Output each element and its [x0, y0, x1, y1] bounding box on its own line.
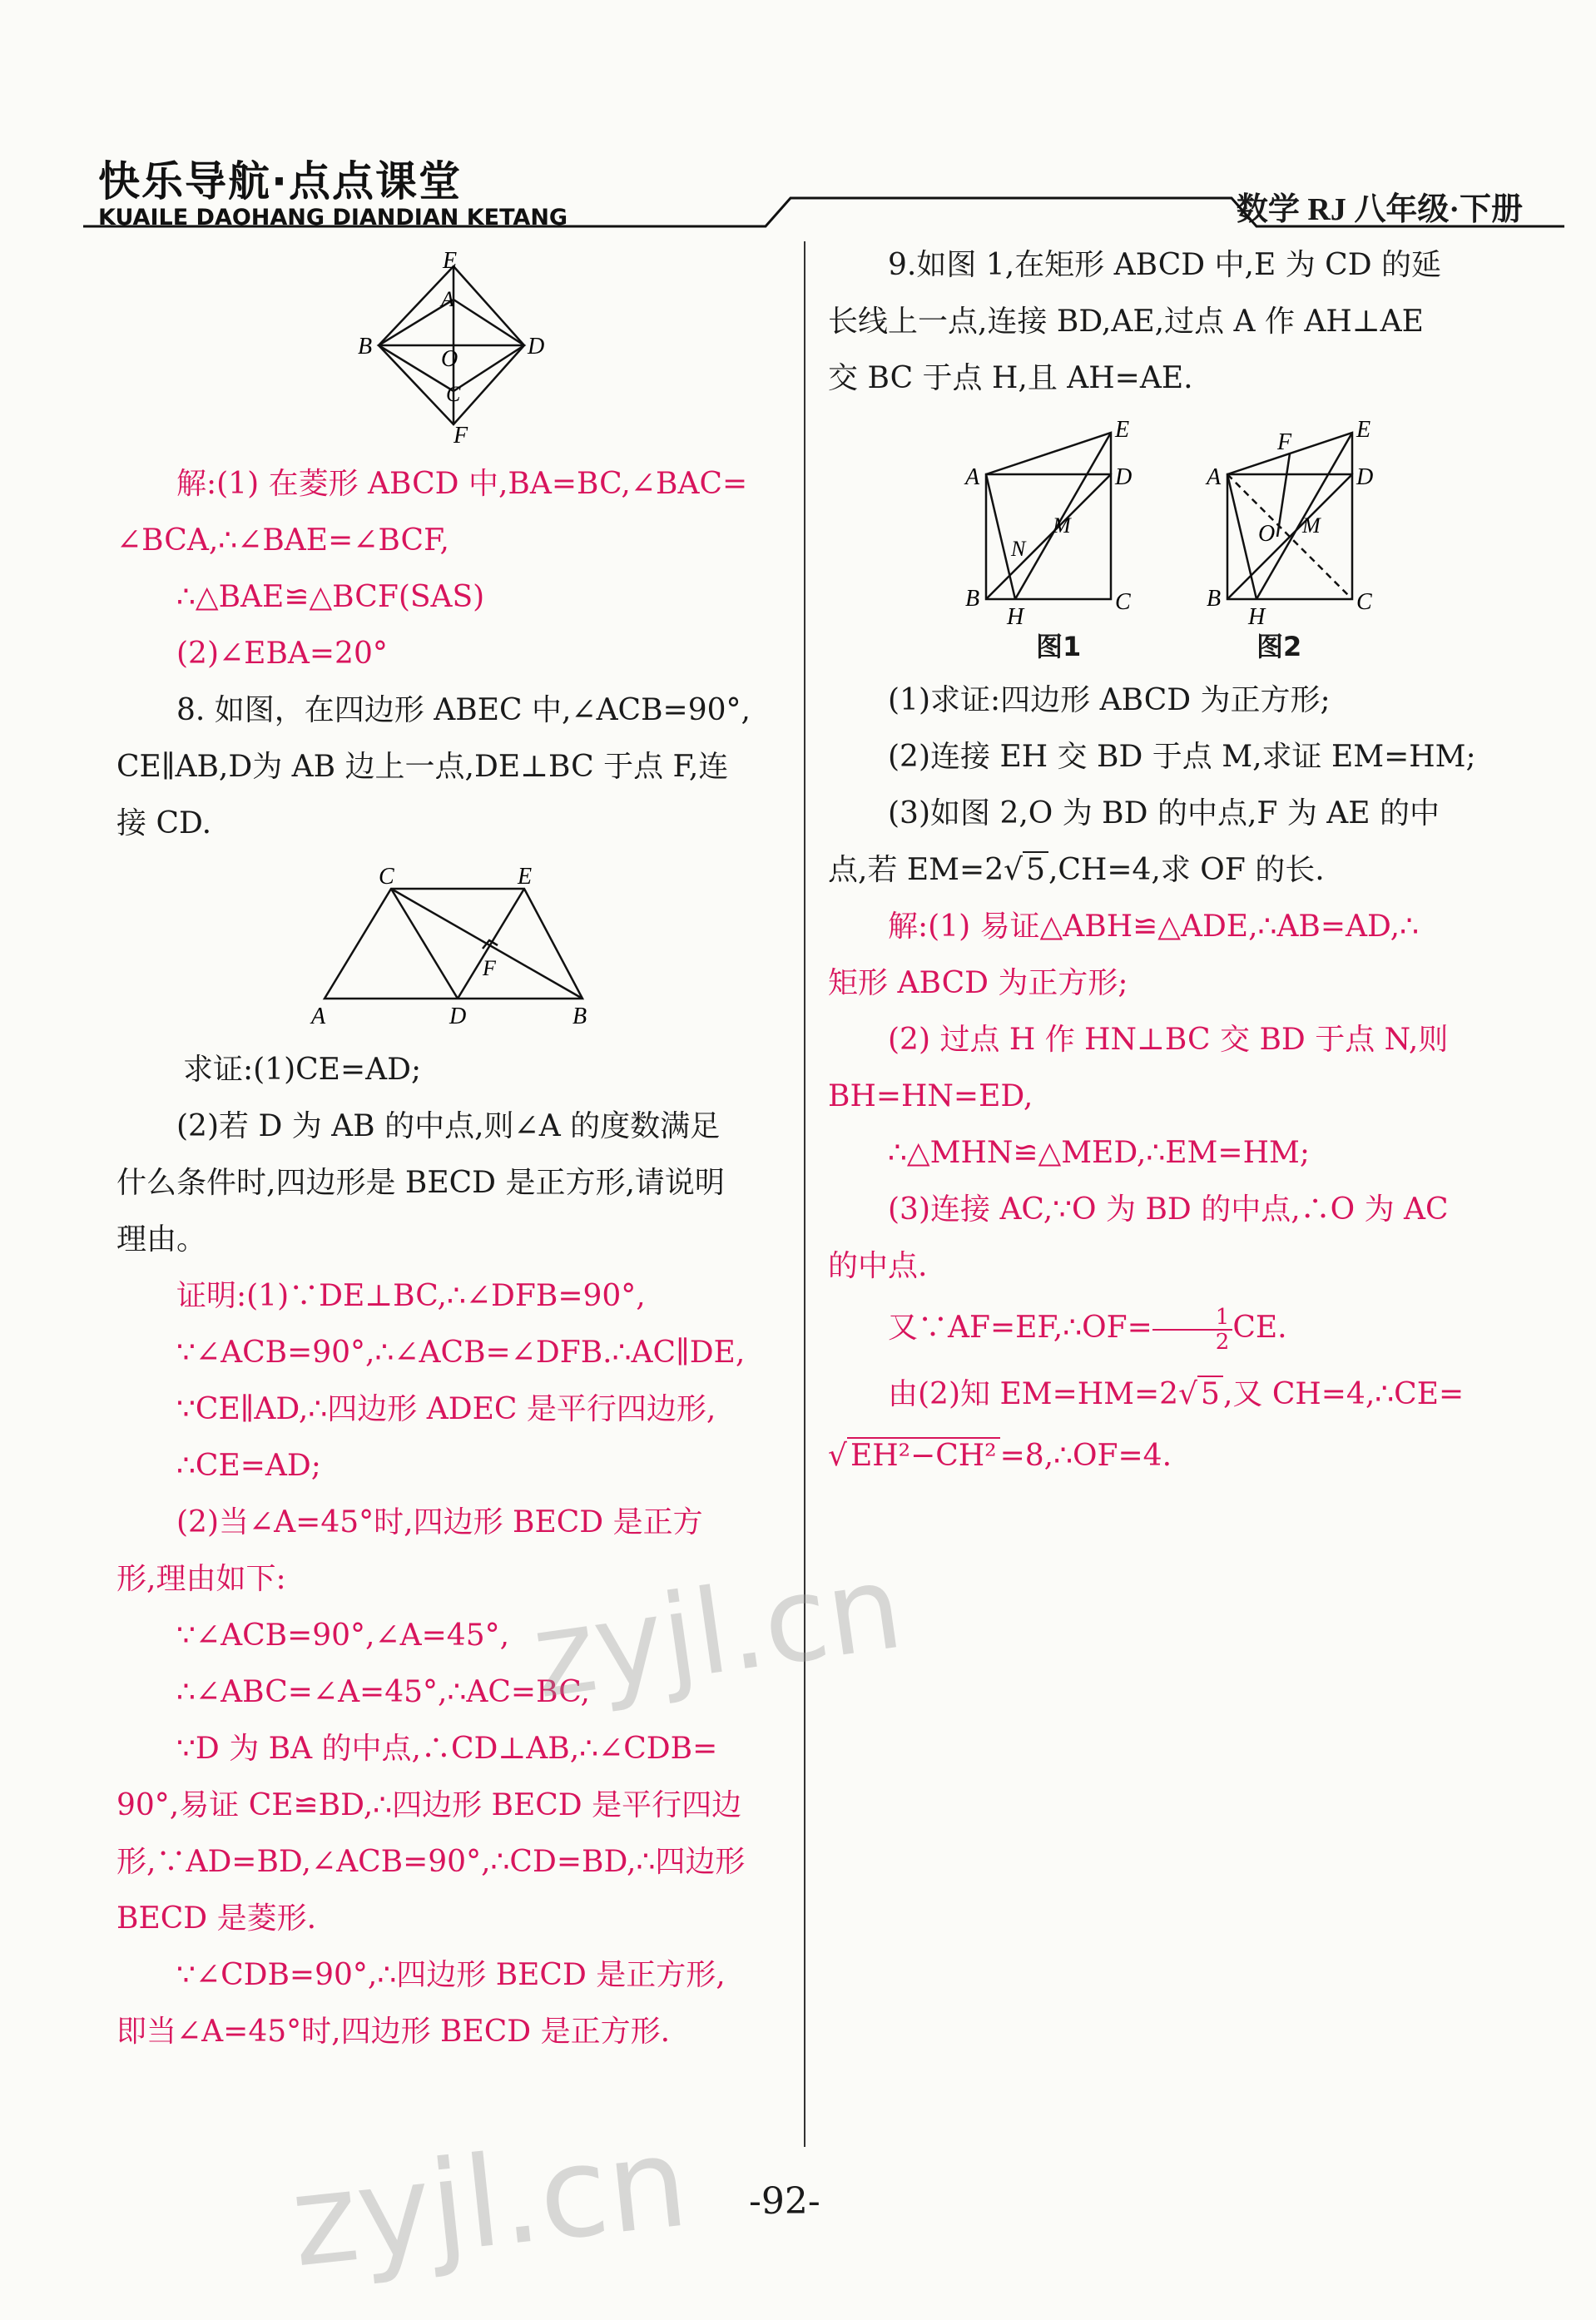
- q9-answer-line-3: (2) 过点 H 作 HN⊥BC 交 BD 于点 N,则: [888, 1023, 1449, 1057]
- q9-stem-line-2: 长线上一点,连接 BD,AE,过点 A 作 AH⊥AE: [828, 305, 1424, 339]
- q7-answer-line-1: 解:(1) 在菱形 ABCD 中,BA=BC,∠BAC=: [176, 467, 748, 501]
- svg-text:C: C: [1115, 589, 1131, 615]
- svg-text:N: N: [1011, 537, 1026, 561]
- svg-text:O: O: [1258, 521, 1276, 547]
- q9-answer-line-4: BH=HN=ED,: [828, 1079, 1033, 1113]
- q8-answer-line-13: ∵∠CDB=90°,∴四边形 BECD 是正方形,: [176, 1958, 726, 1992]
- q9-stem-line-3: 交 BC 于点 H,且 AH=AE.: [828, 361, 1193, 395]
- q8-answer-line-8: ∴∠ABC=∠A=45°,∴AC=BC,: [176, 1675, 590, 1709]
- q9-figure-2: [1198, 416, 1415, 630]
- page-number: -92-: [749, 2180, 820, 2223]
- svg-text:B: B: [1207, 586, 1222, 612]
- svg-text:F: F: [483, 956, 496, 980]
- brand-subtitle: KUAILE DAOHANG DIANDIAN KETANG: [98, 205, 568, 231]
- q8-answer-line-5: (2)当∠A=45°时,四边形 BECD 是正方: [176, 1505, 703, 1539]
- watermark-bottom: zyjl.cn: [285, 2109, 694, 2296]
- q8-answer-line-11: 形,∵AD=BD,∠ACB=90°,∴CD=BD,∴四边形: [116, 1845, 746, 1879]
- q7-answer-line-2: ∠BCA,∴∠BAE=∠BCF,: [116, 523, 449, 558]
- q9-answer-line-6: (3)连接 AC,∵O 为 BD 的中点,∴O 为 AC: [888, 1192, 1449, 1227]
- q8-prove-line-4: 理由。: [116, 1222, 207, 1257]
- svg-text:E: E: [518, 864, 533, 890]
- q9-ask-line-2: (2)连接 EH 交 BD 于点 M,求证 EM=HM;: [888, 740, 1476, 774]
- q9-answer-line-5: ∴△MHN≌△MED,∴EM=HM;: [888, 1136, 1310, 1170]
- svg-text:C: C: [379, 864, 394, 890]
- brand-title: 快乐导航·点点课堂: [98, 157, 462, 206]
- q9-ask-line-3: (3)如图 2,O 为 BD 的中点,F 为 AE 的中: [888, 796, 1440, 830]
- svg-text:E: E: [443, 248, 458, 274]
- svg-text:B: B: [572, 1004, 587, 1029]
- svg-text:C: C: [446, 382, 461, 406]
- q8-prove-line-3: 什么条件时,四边形是 BECD 是正方形,请说明: [116, 1166, 725, 1200]
- q9-answer-line-7: 的中点.: [828, 1249, 928, 1283]
- watermark: zyjl.cn: [524, 1539, 910, 1726]
- svg-text:D: D: [528, 334, 545, 359]
- q8-answer-line-14: 即当∠A=45°时,四边形 BECD 是正方形.: [116, 2015, 671, 2049]
- q8-answer-line-4: ∴CE=AD;: [176, 1449, 321, 1483]
- svg-text:C: C: [1356, 589, 1372, 615]
- book-title: 数学 RJ 八年级·下册: [1236, 192, 1523, 227]
- svg-text:D: D: [1356, 464, 1374, 490]
- svg-text:M: M: [1053, 513, 1071, 538]
- q7-rhombus-figure: [349, 250, 549, 449]
- svg-text:A: A: [441, 287, 454, 311]
- q8-answer-line-2: ∵∠ACB=90°,∴∠ACB=∠DFB.∴AC∥DE,: [176, 1336, 746, 1370]
- svg-text:A: A: [311, 1004, 326, 1029]
- q8-answer-line-12: BECD 是菱形.: [116, 1901, 317, 1936]
- svg-text:E: E: [1115, 417, 1130, 443]
- figure-1-caption: 图1: [1036, 631, 1082, 662]
- column-divider: [804, 241, 805, 2147]
- q9-figure-1: [957, 416, 1173, 630]
- q8-answer-line-9: ∵D 为 BA 的中点,∴CD⊥AB,∴∠CDB=: [176, 1732, 718, 1766]
- svg-text:B: B: [965, 586, 980, 612]
- svg-text:D: D: [449, 1004, 467, 1029]
- q8-answer-line-6: 形,理由如下:: [116, 1562, 286, 1596]
- q8-answer-line-1: 证明:(1)∵DE⊥BC,∴∠DFB=90°,: [176, 1279, 646, 1313]
- q9-answer-ce-line: √ EH²−CH² =8,∴OF=4.: [828, 1439, 1172, 1473]
- q8-stem-line-1: 8. 如图，在四边形 ABEC 中,∠ACB=90°,: [176, 693, 751, 727]
- svg-text:E: E: [1356, 417, 1371, 443]
- q7-answer-line-4: (2)∠EBA=20°: [176, 637, 388, 671]
- svg-text:O: O: [441, 346, 458, 372]
- q8-answer-line-3: ∵CE∥AD,∴四边形 ADEC 是平行四边形,: [176, 1392, 716, 1426]
- q9-ask-line-1: (1)求证:四边形 ABCD 为正方形;: [888, 683, 1331, 717]
- q8-stem-line-3: 接 CD.: [116, 806, 212, 840]
- header-rule: [83, 183, 1564, 241]
- q8-answer-line-10: 90°,易证 CE≌BD,∴四边形 BECD 是平行四边: [116, 1788, 742, 1822]
- figure-2-caption: 图2: [1256, 631, 1302, 662]
- q8-stem-line-2: CE∥AB,D为 AB 边上一点,DE⊥BC 于点 F,连: [116, 750, 729, 784]
- q9-answer-of-line: 又∵AF=EF,∴OF= $\frac{1}{2}$ CE.: [888, 1305, 1287, 1355]
- svg-text:A: A: [965, 464, 980, 490]
- q8-answer-line-7: ∵∠ACB=90°,∠A=45°,: [176, 1619, 510, 1653]
- svg-text:A: A: [1207, 464, 1222, 490]
- fraction-one-half: $\frac{1}{2}$: [1152, 1306, 1233, 1354]
- q7-answer-line-3: ∴△BAE≌△BCF(SAS): [176, 580, 485, 614]
- q9-ask-line-4: 点,若 EM=2√ 5 ,CH=4,求 OF 的长.: [828, 853, 1325, 887]
- svg-text:D: D: [1115, 464, 1133, 490]
- q9-stem-line-1: 9.如图 1,在矩形 ABCD 中,E 为 CD 的延: [888, 248, 1442, 282]
- svg-text:H: H: [1007, 604, 1024, 630]
- q9-answer-em-line: 由(2)知 EM=HM=2√ 5 ,又 CH=4,∴CE=: [888, 1377, 1465, 1411]
- svg-text:F: F: [1277, 429, 1292, 455]
- svg-text:M: M: [1302, 513, 1321, 538]
- q8-prove-line-1: 求证:(1)CE=AD;: [183, 1053, 422, 1087]
- svg-text:H: H: [1248, 604, 1266, 630]
- svg-text:F: F: [454, 423, 468, 449]
- q9-answer-line-2: 矩形 ABCD 为正方形;: [828, 966, 1128, 1000]
- q9-answer-line-1: 解:(1) 易证△ABH≌△ADE,∴AB=AD,∴: [888, 910, 1419, 944]
- q8-prove-line-2: (2)若 D 为 AB 的中点,则∠A 的度数满足: [176, 1109, 721, 1143]
- q8-figure: [308, 865, 607, 1032]
- svg-text:B: B: [358, 334, 373, 359]
